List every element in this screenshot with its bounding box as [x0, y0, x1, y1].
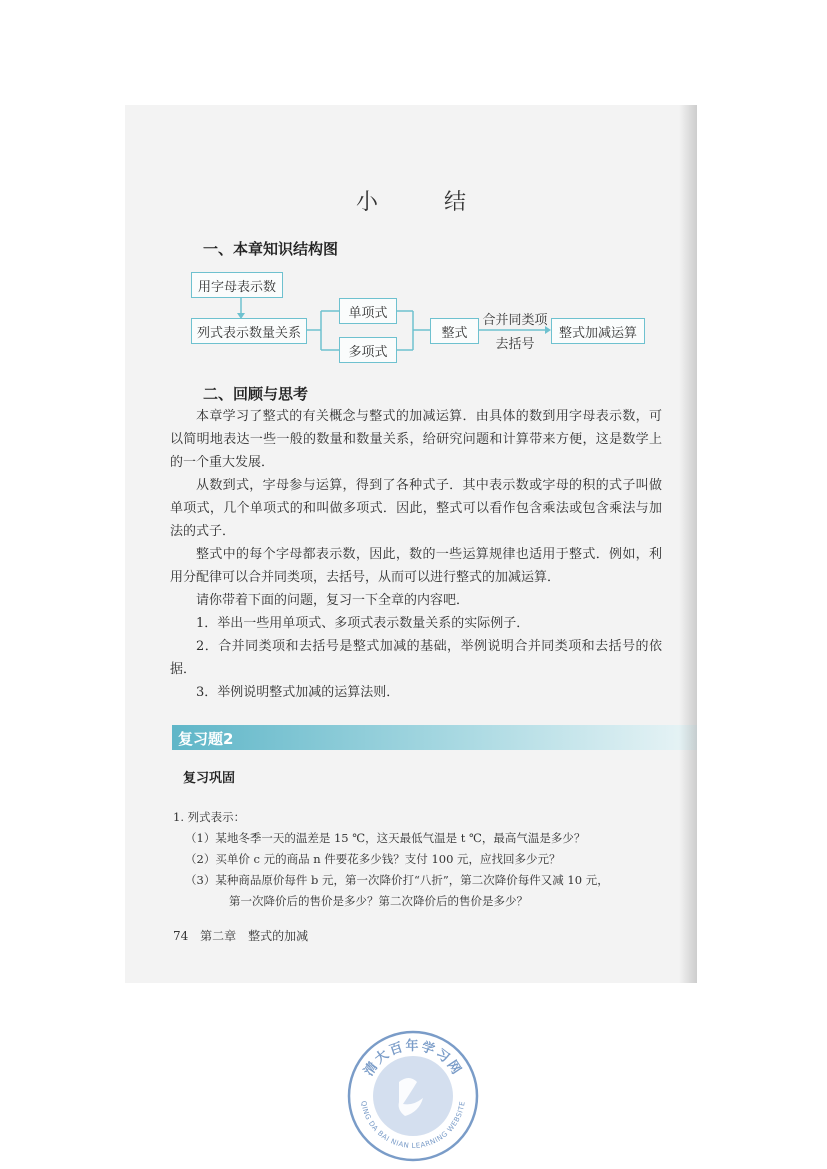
- question-item: 2．合并同类项和去括号是整式加减的基础，举例说明合并同类项和去括号的依据．: [170, 639, 662, 677]
- question-item: 3．举例说明整式加减的运算法则．: [196, 685, 400, 700]
- review-paragraphs: [170, 405, 662, 704]
- review-exercise-title: 复习题2: [178, 730, 234, 748]
- section-heading-structure: 一、本章知识结构图: [203, 240, 339, 258]
- review-exercise-band: [172, 725, 697, 750]
- chapter-title: 第二章 整式的加减: [200, 929, 309, 943]
- box-letters-represent-numbers: 用字母表示数: [191, 272, 283, 298]
- section-heading-review: 二、回顾与思考: [203, 385, 309, 403]
- label-combine-like-terms: 合并同类项: [482, 313, 548, 328]
- exercise-item: （1）某地冬季一天的温差是 15 ℃，这天最低气温是 t ℃，最高气温是多少？: [185, 831, 586, 845]
- label-remove-brackets: 去括号: [495, 337, 535, 352]
- review-subheading: 复习巩固: [183, 771, 236, 786]
- exercise-item-continued: 第一次降价后的售价是多少？第二次降价后的售价是多少？: [229, 894, 528, 908]
- page-footer: [173, 927, 308, 944]
- paragraph: 本章学习了整式的有关概念与整式的加减运算．由具体的数到用字母表示数，可以简明地表达一些一般的数量和数量关系，给研究问题和计算带来方便，这是数学上的一个重大发展．: [170, 409, 662, 470]
- box-quantity-relations: 列式表示数量关系: [191, 318, 307, 344]
- stamp-text-cn: 清大百年学习网: [361, 1039, 465, 1079]
- paragraph: 从数到式，字母参与运算，得到了各种式子．其中表示数或字母的积的式子叫做单项式，几个单项式的和叫做多项式．因此，整式可以看作包含乘法或包含乘法与加法的式子．: [170, 478, 662, 539]
- page-title: 小 结: [355, 190, 488, 215]
- box-add-subtract-operations: 整式加减运算: [551, 318, 645, 344]
- paragraph: 整式中的每个字母都表示数，因此，数的一些运算规律也适用于整式．例如，利用分配律可以合并同类项，去括号，从而可以进行整式的加减运算．: [170, 547, 662, 585]
- watermark-stamp: [347, 1030, 479, 1162]
- paragraph: 请你带着下面的问题，复习一下全章的内容吧．: [196, 593, 470, 608]
- exercise-item: （2）买单价 c 元的商品 n 件要花多少钱？支付 100 元，应找回多少元？: [185, 852, 561, 866]
- stamp-text-en: QING DA BAI NIAN LEARNING WEBSITE: [359, 1100, 467, 1151]
- textbook-page: [125, 105, 697, 983]
- box-polynomial: 多项式: [339, 337, 397, 363]
- box-monomial: 单项式: [339, 298, 397, 324]
- exercise-title: 1. 列式表示：: [173, 810, 246, 824]
- exercise-item: （3）某种商品原价每件 b 元，第一次降价打“八折”，第二次降价每件又减 10 元，: [185, 873, 609, 887]
- exercise-1: [173, 807, 673, 912]
- page-number: 74: [173, 929, 189, 943]
- question-item: 1．举出一些用单项式、多项式表示数量关系的实际例子．: [196, 616, 530, 631]
- box-integral-expression: 整式: [430, 318, 479, 344]
